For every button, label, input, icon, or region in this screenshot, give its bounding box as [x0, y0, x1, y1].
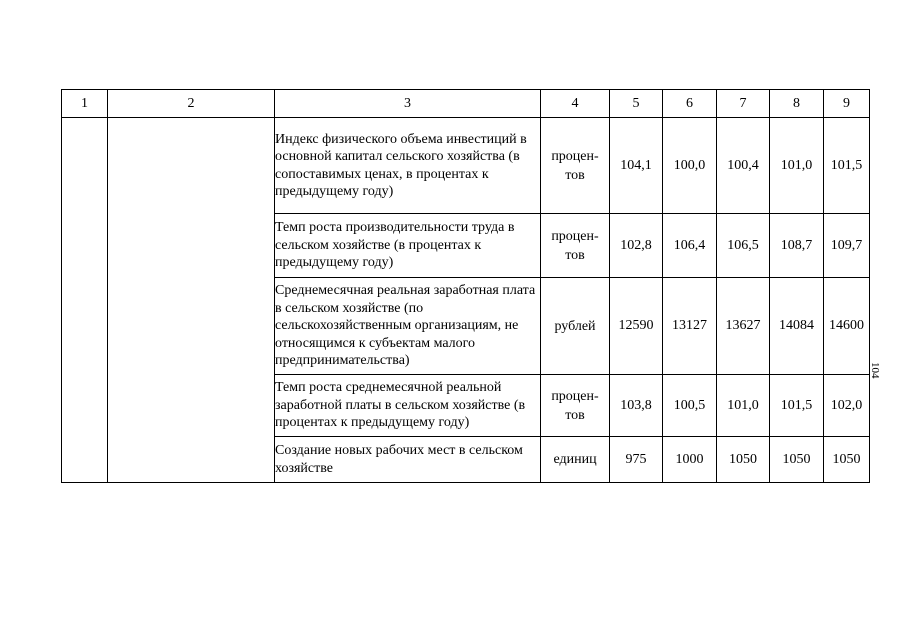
indicator-cell: Темп роста производительности труда в сельском хозяйстве (в процентах к предыдущему году) [275, 214, 541, 278]
value-cell: 106,4 [663, 214, 717, 278]
unit-cell: процен- тов [541, 118, 610, 214]
value-cell: 102,0 [824, 375, 870, 437]
value-cell: 100,0 [663, 118, 717, 214]
indicator-cell: Темп роста среднемесячной реальной заработной платы в сельском хозяйстве (в процентах к предыдущему году) [275, 375, 541, 437]
value-cell: 14600 [824, 278, 870, 375]
unit-cell: процен- тов [541, 214, 610, 278]
value-cell: 100,5 [663, 375, 717, 437]
value-cell: 102,8 [610, 214, 663, 278]
header-cell: 5 [610, 90, 663, 118]
value-cell: 106,5 [717, 214, 770, 278]
header-cell: 9 [824, 90, 870, 118]
unit-cell: процен- тов [541, 375, 610, 437]
header-cell: 7 [717, 90, 770, 118]
value-cell: 108,7 [770, 214, 824, 278]
value-cell: 101,0 [770, 118, 824, 214]
value-cell: 104,1 [610, 118, 663, 214]
value-cell: 13127 [663, 278, 717, 375]
value-cell: 101,5 [824, 118, 870, 214]
unit-cell: рублей [541, 278, 610, 375]
indicator-cell: Индекс физического объема инвестиций в основной капитал сельского хозяйства (в сопоставимых ценах, в процентах к предыдущему году) [275, 118, 541, 214]
value-cell: 13627 [717, 278, 770, 375]
value-cell: 1000 [663, 437, 717, 483]
header-cell: 4 [541, 90, 610, 118]
header-cell: 8 [770, 90, 824, 118]
value-cell: 14084 [770, 278, 824, 375]
value-cell: 975 [610, 437, 663, 483]
header-cell: 2 [108, 90, 275, 118]
page-number: 104 [869, 362, 881, 379]
table-row [62, 118, 870, 214]
header-cell: 6 [663, 90, 717, 118]
indicator-cell: Среднемесячная реальная заработная плата в сельском хозяйстве (по сельскохозяйственным организациям, не относящимся к субъектам малого предпринимательства) [275, 278, 541, 375]
indicator-table [61, 89, 870, 483]
value-cell: 109,7 [824, 214, 870, 278]
header-row [62, 90, 870, 118]
value-cell: 101,5 [770, 375, 824, 437]
indicator-cell: Создание новых рабочих мест в сельском хозяйстве [275, 437, 541, 483]
value-cell: 1050 [770, 437, 824, 483]
value-cell: 103,8 [610, 375, 663, 437]
value-cell: 1050 [717, 437, 770, 483]
col1-merged-cell [62, 118, 108, 483]
value-cell: 100,4 [717, 118, 770, 214]
header-cell: 1 [62, 90, 108, 118]
header-cell: 3 [275, 90, 541, 118]
unit-cell: единиц [541, 437, 610, 483]
value-cell: 12590 [610, 278, 663, 375]
value-cell: 101,0 [717, 375, 770, 437]
col2-merged-cell [108, 118, 275, 483]
value-cell: 1050 [824, 437, 870, 483]
